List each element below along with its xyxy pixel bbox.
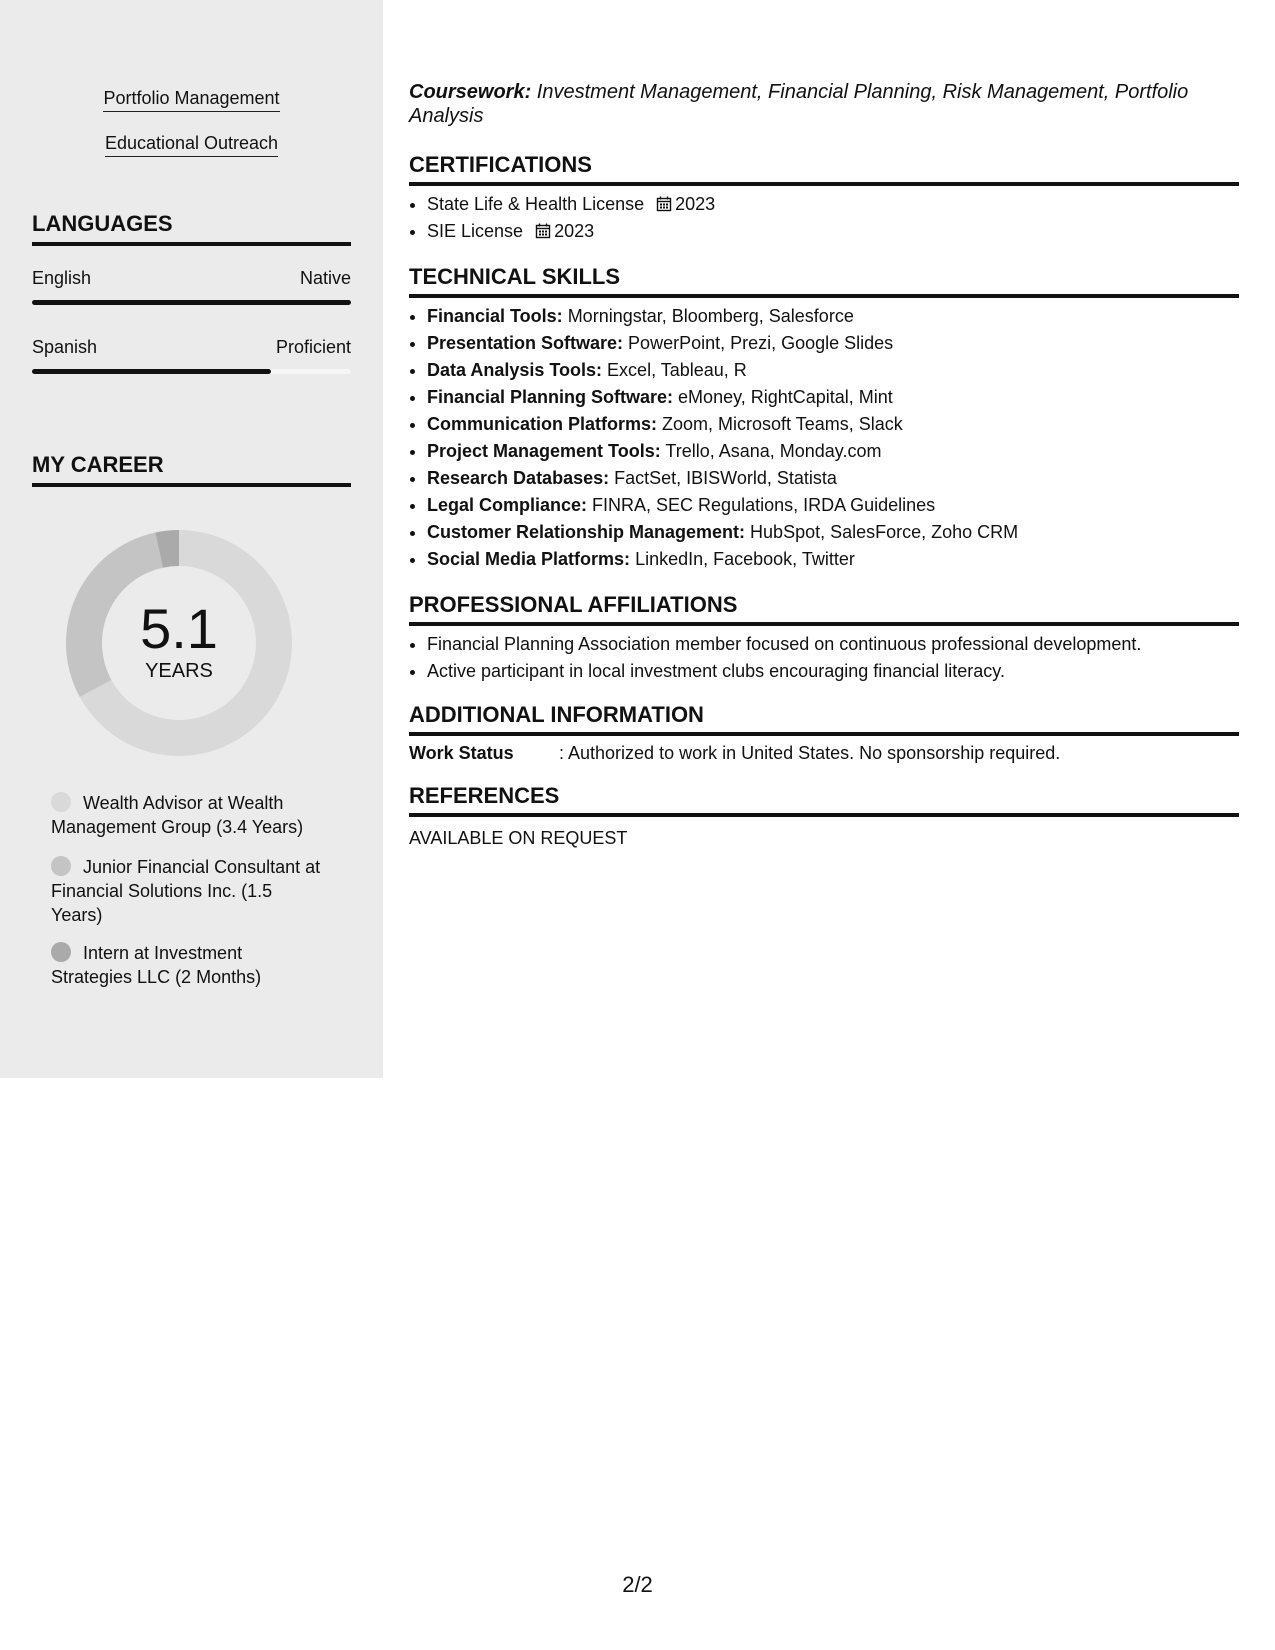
interest-item: Educational Outreach (0, 133, 383, 154)
language-bar-spanish (32, 369, 351, 374)
list-item: • Presentation Software: PowerPoint, Prezi, Google Slides (427, 330, 1237, 357)
language-name: English (32, 268, 92, 288)
certifications-heading: CERTIFICATIONS (409, 152, 1239, 186)
legend-dot (51, 792, 71, 812)
language-bar-english (32, 300, 351, 305)
list-item: • Social Media Platforms: LinkedIn, Facebook, Twitter (427, 546, 1237, 573)
list-item: • Customer Relationship Management: HubSpot, SalesForce, Zoho CRM (427, 519, 1237, 546)
career-legend-item: Intern at Investment Strategies LLC (2 Months) (51, 943, 262, 987)
career-heading: MY CAREER (32, 452, 351, 487)
sidebar (0, 0, 383, 1078)
career-legend-item: Wealth Advisor at Wealth Management Group (3.4 Years) (51, 793, 304, 837)
list-item: • Communication Platforms: Zoom, Microsoft Teams, Slack (427, 411, 1237, 438)
language-row-spanish (32, 337, 351, 358)
certifications-list (409, 191, 1237, 245)
language-level: Native (299, 268, 351, 288)
page-number: 2/2 (622, 1572, 653, 1597)
language-name: Spanish (32, 337, 98, 357)
work-status-value: : Authorized to work in United States. No sponsorship required. (559, 743, 1061, 763)
calendar-icon (535, 223, 551, 239)
technical-skills-list (409, 303, 1237, 573)
list-item: • Legal Compliance: FINRA, SEC Regulations, IRDA Guidelines (427, 492, 1237, 519)
legend-dot (51, 942, 71, 962)
coursework: Coursework: Investment Management, Financial Planning, Risk Management, Portfolio Analysis (409, 81, 1189, 127)
list-item: • Data Analysis Tools: Excel, Tableau, R (427, 357, 1237, 384)
references-heading: REFERENCES (409, 783, 1239, 817)
list-item: • Project Management Tools: Trello, Asana, Monday.com (427, 438, 1237, 465)
career-total-value: 5.1 (140, 597, 218, 660)
references-value: AVAILABLE ON REQUEST (409, 828, 628, 848)
list-item: • Financial Tools: Morningstar, Bloomberg, Salesforce (427, 303, 1237, 330)
interest-item: Portfolio Management (0, 88, 383, 109)
career-legend-item: Junior Financial Consultant at Financial Solutions Inc. (1.5 Years) (51, 857, 321, 925)
calendar-icon (656, 196, 672, 212)
additional-info-heading: ADDITIONAL INFORMATION (409, 702, 1239, 736)
list-item: • SIE License 2023 (427, 218, 1237, 245)
language-bar-fill (32, 300, 351, 305)
affiliations-list (409, 631, 1237, 685)
technical-skills-heading: TECHNICAL SKILLS (409, 264, 1239, 298)
language-row-english (32, 268, 351, 289)
languages-heading: LANGUAGES (32, 211, 351, 246)
work-status-row (409, 743, 1060, 764)
legend-dot (51, 856, 71, 876)
career-total (66, 598, 292, 683)
list-item: • Research Databases: FactSet, IBISWorld, Statista (427, 465, 1237, 492)
affiliations-heading: PROFESSIONAL AFFILIATIONS (409, 592, 1239, 626)
language-bar-fill (32, 369, 271, 374)
work-status-label: Work Status (409, 743, 514, 763)
list-item: • State Life & Health License 2023 (427, 191, 1237, 218)
list-item: • Financial Planning Association member focused on continuous professional development. (427, 631, 1237, 658)
career-total-unit: YEARS (145, 660, 213, 682)
list-item: • Active participant in local investment clubs encouraging financial literacy. (427, 658, 1237, 685)
language-level: Proficient (275, 337, 351, 357)
list-item: • Financial Planning Software: eMoney, RightCapital, Mint (427, 384, 1237, 411)
